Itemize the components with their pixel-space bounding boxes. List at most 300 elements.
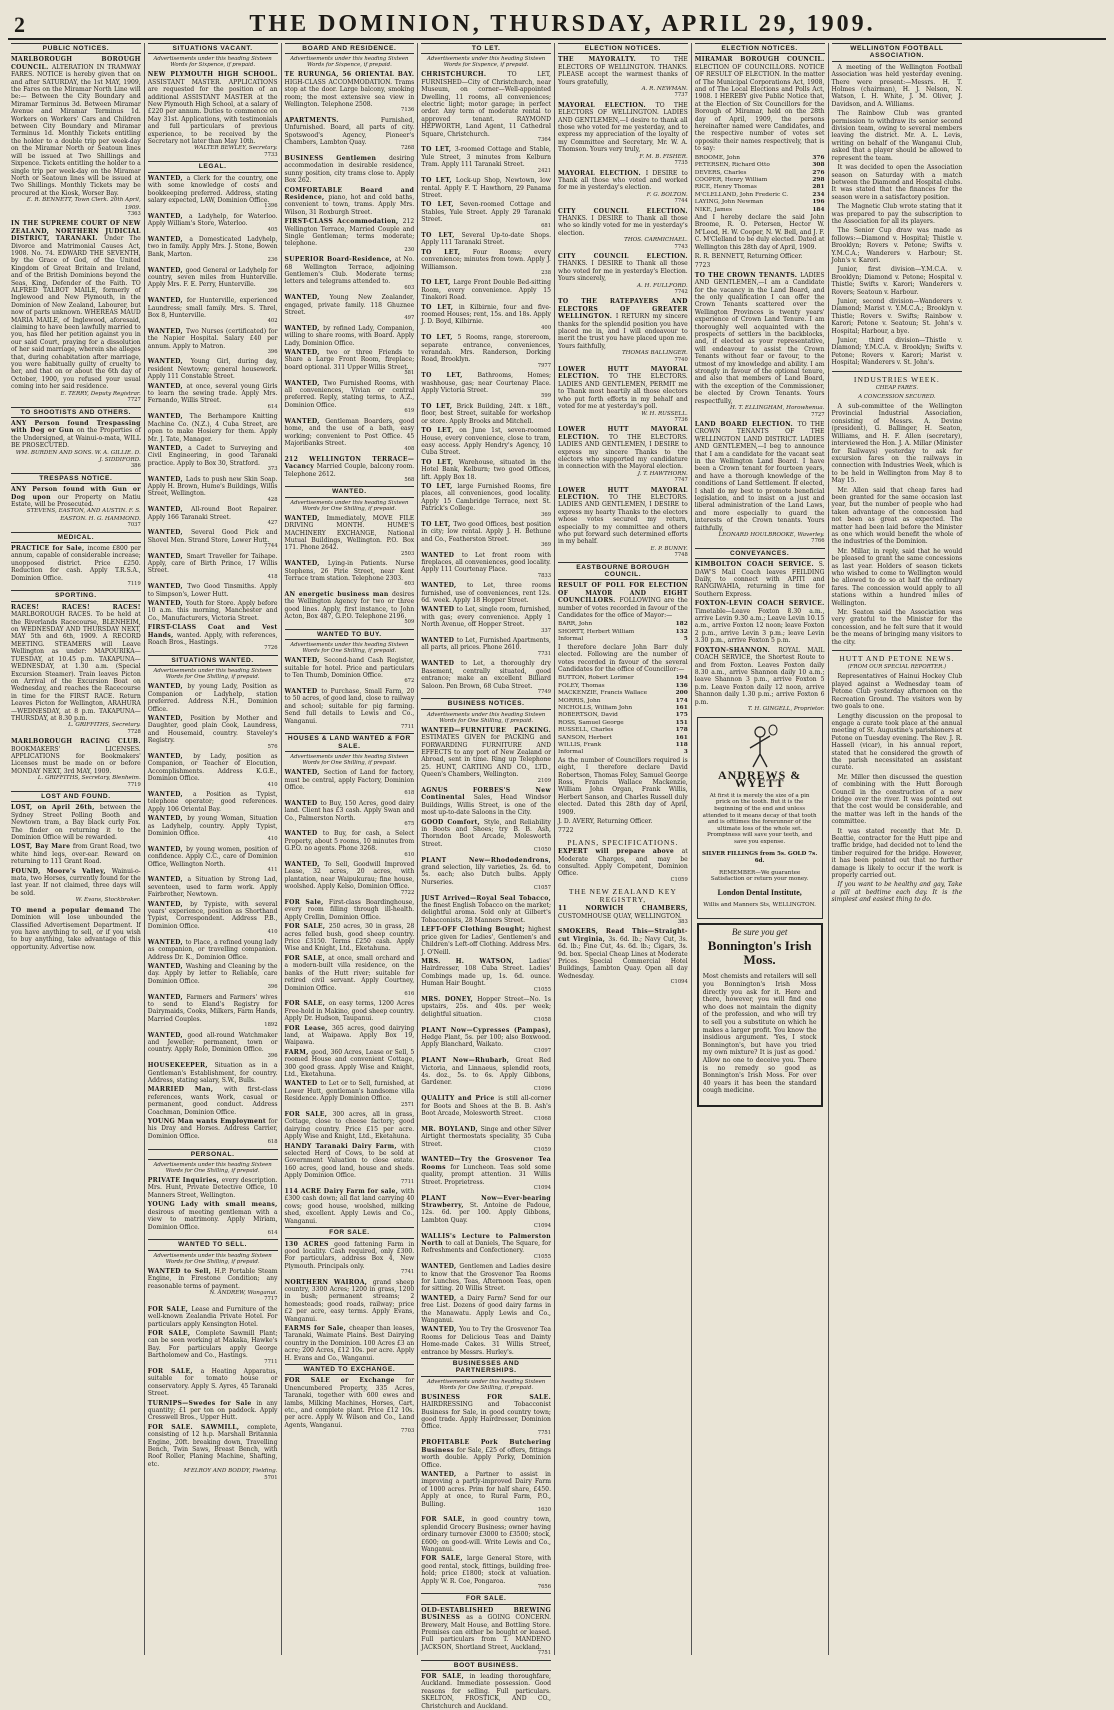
- ad-number: 7751: [537, 1429, 551, 1436]
- ad-text: [148, 815, 278, 837]
- ad-text: [421, 1673, 551, 1710]
- ad-lead: WANTED,: [284, 861, 325, 868]
- classified-ad: [558, 928, 688, 986]
- ad-text: [421, 582, 551, 604]
- ad-lead: PLANT Now—Cypresses (Pampas),: [421, 1026, 551, 1034]
- ad-number: 603: [404, 581, 415, 588]
- ad-body: large Furnished Rooms, fire places, all conveniences, good locality. Apply 15 Cambridge Terrace, next St. Patrick's College.: [421, 482, 551, 513]
- ad-lead: MR. BOYLAND,: [421, 1125, 481, 1133]
- classified-ad: [148, 553, 278, 582]
- ad-body: TO THE ELECTORS OF WELLINGTON. LADIES AND GENTLEMEN,—I desire to thank all those who voted for me yesterday, and to express my appreciation of the loyalty of my Committee and Secretary, Mr. W. A. Thomson. Yours very truly,: [558, 101, 688, 154]
- ad-text: [421, 895, 551, 925]
- vote-count: 184: [812, 206, 825, 213]
- classified-ad: [558, 56, 688, 99]
- ad-number: 396: [267, 287, 278, 294]
- ad-text: [421, 926, 551, 956]
- ad-body: our Property on Matiu Estate, will be Prosecuted.: [11, 493, 141, 508]
- poll-row: [558, 683, 688, 690]
- ad-text: [285, 591, 415, 621]
- ad-number: 7711: [401, 1178, 415, 1185]
- ad-body: a Situation by Strong Lad, seventeen, used to farm work. Apply Fairbrother, Newtown.: [147, 876, 278, 899]
- poll-row: [695, 207, 825, 214]
- ad-lead: FOR SALE,: [147, 1368, 201, 1375]
- ad-number: 7737: [674, 92, 688, 99]
- section-heading: TO SHOOTISTS AND OTHERS.: [11, 407, 141, 418]
- ad-number: 7748: [674, 552, 688, 559]
- ad-text: [148, 994, 278, 1024]
- ad-text: [285, 1000, 415, 1022]
- ad-text: [285, 657, 415, 679]
- vote-count: 182: [675, 621, 688, 628]
- ad-body: THANKS. I DESIRE to Thank all those who so kindly voted for me in yesterday's election.: [558, 214, 688, 237]
- candidate-name: Informal: [558, 636, 584, 643]
- ad-body: Ladies' Hairdresser, 108 Cuba Street. Ladies' Combings made up, 1s. 6d. ounce. Human Hair Bought.: [421, 957, 551, 988]
- ad-lead: LAND BOARD ELECTION.: [694, 420, 798, 428]
- classified-ad: [558, 848, 688, 884]
- ad-number: 1892: [264, 1022, 278, 1029]
- article-rule-2: [832, 650, 963, 651]
- ad-number: 619: [404, 408, 415, 415]
- ad-number: 5701: [264, 1474, 278, 1481]
- classified-ad: [285, 187, 415, 217]
- ad-signature: T. H. GINGELL, Proprietor.: [747, 705, 825, 712]
- ad-number: C1094: [533, 1185, 551, 1192]
- article-paragraph: Mr. Miller then discussed the question of combining with the Hutt Borough Council in the construction of a new bridge over the river. It was pointed out that the cost would be considerable, and the matter was left in the hands of the committee.: [831, 773, 963, 826]
- ad-number: 610: [404, 851, 415, 858]
- vote-count: 175: [675, 712, 688, 719]
- ad-lead: WANTED,: [147, 212, 189, 220]
- ad-text: [148, 413, 278, 443]
- ad-lead: TO THE CROWN TENANTS.: [694, 271, 801, 279]
- ad-signature: W. H. RUSSELL.: [641, 410, 688, 417]
- ad-number: 405: [267, 226, 278, 233]
- ad-body: 5 Rooms, range, storeroom, separate entrance, conveniences, verandah. Mrs. Randerson, Dorking Road, Brooklyn.: [421, 334, 551, 364]
- ad-text: [148, 383, 278, 405]
- classified-ad: [148, 175, 278, 211]
- ad-text: [11, 738, 141, 775]
- candidate-name: WILLIS, Frank: [558, 741, 602, 748]
- masthead: [8, 8, 1106, 40]
- ad-body: in good country town, splendid Grocery Business; owner having ordinary turnover £3000 to £3500; stock, £600; on good-will. Write Lewis and Co., Wanganui.: [421, 1516, 551, 1553]
- section-heading: TRESPASS NOTICE.: [11, 473, 141, 484]
- ad-lead: WANTED—FURNITURE PACKING.: [421, 726, 551, 734]
- ad-text: [285, 1188, 415, 1225]
- ad-text: [421, 483, 551, 513]
- ad-lead: WANTED,: [421, 1294, 461, 1302]
- ad-lead: WANTED,: [147, 266, 186, 274]
- ad-lead: GOOD Comfort,: [421, 818, 484, 826]
- ad-body: To Sell, Goodwill Improved Lease, 32 acres, 20 acres, with plantation, near Waipukurau; fine house, woolshed. Apply Kelso, Dominion Office.: [284, 861, 415, 891]
- vote-count: 151: [675, 719, 688, 726]
- ad-lead: PRIVATE Inquiries,: [147, 1177, 222, 1185]
- ad-text: [421, 232, 551, 247]
- classified-ad: [285, 1325, 415, 1362]
- section-heading: SPORTING.: [11, 590, 141, 601]
- ad-lead: KIMBOLTON COACH SERVICE.: [694, 561, 819, 569]
- ad-lead: TO LET,: [421, 372, 478, 380]
- ad-lead: WANTED,: [147, 552, 187, 560]
- ad-number: 2503: [401, 550, 415, 557]
- ad-lead: WANTED,: [421, 1326, 460, 1334]
- ad-signature: WM. BURDEN AND SONS. W. A. GILLIE. D. J. SIDDIFORD.: [15, 449, 141, 463]
- ad-lead: MIRAMAR BOROUGH COUNCIL.: [694, 56, 825, 64]
- ad-lead: HANDY Taranaki Dairy Farm,: [284, 1142, 401, 1150]
- classified-ad: [148, 1086, 278, 1116]
- ad-body: Youth for Store. Apply before 10 a.m. this morning, Manchester and Co., Manufacturers, Victoria Street.: [147, 600, 278, 622]
- ad-body: Two Good Tinsmiths. Apply to Simpson's, Lower Hutt.: [147, 583, 278, 598]
- classified-ad: [285, 294, 415, 323]
- ad-text: [285, 117, 415, 147]
- ad-signature: A. R. NEWMAN.: [641, 86, 688, 93]
- vote-count: 234: [812, 191, 825, 198]
- ad-text: [148, 1330, 278, 1360]
- ad-text: [285, 515, 415, 552]
- ad-lead: BUSINESS FOR SALE.: [421, 1393, 551, 1401]
- ad-lead: WANTED,: [421, 1470, 465, 1478]
- ad-text: [148, 1086, 278, 1116]
- ad-signature: E. R. BENNETT, Town Clerk. 20th April, 1909.: [26, 197, 141, 211]
- ad-text: [421, 1126, 551, 1148]
- ad-lead: MRS. DONEY,: [421, 995, 478, 1003]
- ad-lead: FOR SALE,: [421, 1555, 467, 1563]
- classified-ad: [285, 380, 415, 416]
- ad-text: [285, 769, 415, 791]
- ad-body: 3-roomed Cottage and Stable, Yule Street, 3 minutes from Kelburn Tram. Apply 111 Taranaki Street.: [421, 146, 551, 169]
- ad-body: I RETURN my sincere thanks for the splendid position you have placed me in, and I will endeavour to merit the trust you have placed upon me. Yours faithfully,: [558, 313, 688, 350]
- ad-lead: WANTED,: [147, 235, 190, 243]
- ad-signature: WALTER BEWLEY, Secretary.: [193, 145, 278, 152]
- ad-body: by young women, position of confidence. Apply C.C., care of Dominion Office, Wellington North.: [147, 845, 278, 868]
- ad-number: 576: [267, 743, 278, 750]
- classified-ad: [285, 688, 415, 731]
- ad-text: [148, 583, 278, 598]
- ad-body: ROYAL MAIL COACH SERVICE, the Shortest Route to and from Foxton. Leaves Foxton daily 8.30 a.m., arrive Shannon daily 10 a.m.; leave Shannon 3 p.m., arrive Foxton 5 p.m. Leave Foxton daily 12 noon, arrive Shannon daily 1.30 p.m.; arrive Foxton 6 p.m.: [694, 646, 825, 706]
- ad-body: HIGH-CLASS ACCOMMODATION. Trams stop at the door. Large balcony, smoking room; the most extensive sea view in Wellington. Telephone 2508.: [284, 78, 415, 109]
- candidate-name: NIKE, James: [694, 206, 733, 213]
- classified-ad: [285, 515, 415, 558]
- ad-body: grand selection, lily varieties, 2s. 6d. to 5s. each; also Dutch bulbs. Apply Nurseries.: [421, 864, 551, 886]
- ad-text: [285, 294, 415, 316]
- ad-text: [148, 213, 278, 228]
- ad-body: to Buy, 150 Acres, good dairy land. Client has £3 cash. Apply Swan and Co., Palmerston North.: [284, 799, 415, 822]
- article-paragraph: Representatives of Hainui Hockey Club played against a Wednesday team of Petone Club yesterday afternoon on the Recreation Ground. The visitors won by two goals to one.: [831, 673, 963, 711]
- classified-ad: [285, 1025, 415, 1047]
- ad-text: [558, 487, 688, 546]
- article-paragraph: Junior, second division—Wanderers v. Diamond; Marist v. Y.M.C.A.; Brooklyn v. Thistle; Rovers v. Swifts; Rainbow v. Karori; Petone v. Seatoun; St. John's v. Hospital; Harbour, a bye.: [831, 298, 963, 335]
- classified-ad: [558, 170, 688, 206]
- ad-lead: YOUNG Lady with small means,: [147, 1201, 278, 1209]
- ad-body: Young Girl, during day, resident Newtown; general housework. Apply 111 Constable Street.: [147, 358, 278, 381]
- section-heading: ELECTION NOTICES.: [695, 43, 825, 54]
- ad-text: [285, 688, 415, 725]
- ad-lead: 212 WELLINGTON TERRACE—Vacancy: [284, 455, 415, 471]
- ad-text: [11, 486, 141, 508]
- ad-lead: WANTED,: [147, 444, 189, 452]
- classified-ad: [11, 868, 141, 905]
- ad-body: Two Nurses (certificated) for the Napier Hospital. Salary £40 per annum. Apply to Matron.: [147, 327, 278, 350]
- ad-body: Married Couple, balcony room. Telephone 2612.: [284, 463, 415, 478]
- ad-lead: WANTED: [284, 1080, 321, 1088]
- ad-text: [285, 1279, 415, 1323]
- ad-text: [148, 1400, 278, 1422]
- ad-number: 230: [404, 246, 415, 253]
- ad-text: [421, 1326, 551, 1356]
- ad-lead: WANTED: [284, 687, 322, 695]
- ad-text: [11, 56, 141, 197]
- ad-lead: WANTED,: [147, 845, 187, 853]
- ad-lead: WANTED,: [284, 324, 324, 332]
- newspaper-title: THE DOMINION, THURSDAY, APRIL 29, 1909.: [249, 11, 876, 37]
- classified-ad: [148, 1400, 278, 1422]
- ad-number: C1068: [533, 1116, 551, 1123]
- ad-lead: WANTED,: [284, 560, 328, 568]
- section-heading: MEDICAL.: [11, 532, 141, 543]
- ad-number: 599: [541, 393, 551, 400]
- ad-body: Two good Offices, best position in city; low rental. Apply J. H. Bethune and Co., Featherston Street.: [421, 520, 551, 543]
- ad-text: [421, 304, 551, 326]
- ad-body: in leading thoroughfare, Auckland. Immediate possession. Good reasons for selling. Full particulars. SKELTON, FROSTICK, AND CO., Christchurch and Auckland.: [421, 1673, 551, 1710]
- classified-ad: [421, 146, 551, 175]
- ad-text: [148, 553, 278, 575]
- classified-ad: [148, 213, 278, 234]
- ad-number: 7747: [674, 477, 688, 484]
- ad-text: [421, 1439, 551, 1469]
- ad-body: Lying-in Patients. Nurse Stephens, 26 Pirie Street, near Kent Terrace tram station. Telephone 2303.: [284, 560, 415, 582]
- ad-lead: BUSINESS Gentlemen: [284, 154, 389, 162]
- ad-number: 618: [267, 1139, 278, 1146]
- vote-count: 196: [812, 199, 825, 206]
- classified-ad: [421, 71, 551, 144]
- ad-signature: LEONARD HOULBROOKE, Waverley.: [718, 532, 825, 538]
- poll-row: [695, 199, 825, 206]
- section-rate-note: Advertisements under this heading Sixteen Words for One Shilling, if prepaid.: [290, 754, 409, 767]
- vote-count: 5: [683, 636, 688, 643]
- poll-row: [558, 749, 688, 756]
- ad-lead: WANTED,: [147, 174, 187, 182]
- section-rate-note: Advertisements under this heading Sixteen Words for One Shilling, if prepaid.: [153, 1252, 272, 1265]
- ad-text: [148, 71, 278, 145]
- ad-text: [285, 418, 415, 448]
- classified-ad: [421, 926, 551, 956]
- eastbourne-mayor-poll: [558, 621, 688, 643]
- industries-heading: INDUSTRIES WEEK.: [853, 374, 940, 384]
- ad-text: [558, 253, 688, 283]
- ad-number: 7733: [264, 151, 278, 158]
- classified-ad: [11, 804, 141, 841]
- ad-text: [421, 1295, 551, 1325]
- ad-body: Lads to push new Skin Soap. Apply H. Brown, Hume's Buildings, Willis Street, Wellington.: [147, 475, 278, 498]
- ad-text: [285, 923, 415, 953]
- ad-number: 7656: [537, 1584, 551, 1590]
- classified-ad: [148, 583, 278, 598]
- classified-ad: [11, 843, 141, 865]
- ad-body: at once, several young Girls to learn the sewing trade. Apply Mrs. Fernando, Willis Street.: [147, 382, 278, 405]
- classified-ad: [148, 1201, 278, 1237]
- poll-row: [558, 698, 688, 705]
- ad-body: piano, hot and cold baths, convenient to town, trams. Apply Mrs. Wilson, 31 Roxburgh Street.: [284, 193, 415, 216]
- classified-ad: [285, 218, 415, 254]
- miramar-poll: [695, 155, 825, 214]
- ad-text: [148, 236, 278, 258]
- ad-text: [148, 846, 278, 868]
- ad-body: by young Woman, Situation as Ladyhelp, country. Apply Typist, Dominion Office.: [147, 815, 278, 837]
- ad-lead: FOR SALE,: [147, 1329, 196, 1337]
- section-rate-note: Advertisements under this heading Sixteen Words for One Shilling, if prepaid.: [290, 642, 409, 655]
- ad-body: highest price given for Ladies', Gentlemen's and Children's Left-off Clothing. Address Mrs. J. O'Neill.: [421, 926, 551, 956]
- classified-ad: [421, 787, 551, 817]
- ad-number: 7717: [264, 1296, 278, 1303]
- ad-number: 428: [267, 496, 278, 503]
- ad-number: 238: [541, 269, 551, 276]
- ad-number: 236: [267, 257, 278, 264]
- ad-body: TO THE CROWN TENANTS OF THE WELLINGTON LAND DISTRICT. LADIES AND GENTLEMEN,—I beg to announce that I am a candidate for the vacant seat in the Wellington Land Board. I have been a Crown tenant for fourteen years, and have a thorough knowledge of the conditions of Land Settlement. If elected, I shall do my best to promote beneficial legislation, and to insist on a just and liberal administration of the Land Laws, and more especially to guard the interests of the Crown tenants. Yours faithfully,: [694, 420, 825, 532]
- classified-ad: [285, 1111, 415, 1141]
- ad-body: to Let, a thoroughly dry Basement, centrally situated, good entrance; make an excellent Billiard Saloon. Pen Brown, 68 Cuba Street.: [421, 660, 552, 690]
- ad-body: cheaper than leases, Taranaki, Waimate Plains. Best Dairying country in the Dominion. 100 Acres £3 an acre; 200 Acres, £12 10s. per acre. Apply H. Evans and Co., Wanganui.: [284, 1324, 415, 1362]
- ad-body: wanted. Apply, with references, Roach Bros., Hastings.: [147, 631, 278, 647]
- ad-text: [148, 267, 278, 289]
- ad-body: Wainui-o-mata, two Horses, currently found for the last year. If not claimed, three days will be sold.: [11, 867, 141, 897]
- poll-row: [695, 177, 825, 184]
- ad-lead: WANTED: [421, 660, 461, 668]
- ad-body: as a GOING CONCERN. Brewery, Malt House, and Bottling Store. Premises can either be bought or leased. Full particulars from T. MANDENO JACKSON, Shortland Street, Auckland.: [421, 1614, 552, 1651]
- miramar-note: And I hereby declare the said John Broome, R. O. Petersen, Hector W. M'Leod, H. W. Cooper, N. W. Bell, and J. F. C. M'Clelland to be duly elected. Dated at Wellington this 28th day of April, 1909.: [694, 213, 825, 251]
- ad-text: [421, 521, 551, 543]
- classified-ad: [695, 56, 825, 152]
- ad-number: 618: [404, 790, 415, 797]
- ad-text: [285, 1080, 415, 1102]
- ad-number: 497: [404, 315, 415, 322]
- ad-text: [695, 56, 825, 152]
- ad-body: BOOKMAKERS' LICENSES. APPLICATIONS for Bookmakers' Licenses must be made on or before MONDAY NEXT, 3rd MAY, 1909.: [11, 745, 141, 775]
- andrews-wyett-address: Willis and Manners Sts, WELLINGTON.: [703, 901, 816, 908]
- ad-lead: TO LET,: [421, 482, 458, 490]
- ad-lead: COMFORTABLE Board and Residence,: [284, 186, 415, 201]
- ad-body: desires the Wellington Agency for two or three good lines. Apply, first instance, to John Acton, Box 487, G.P.O. Telephone 2196.: [284, 590, 415, 621]
- classified-ad: [11, 56, 141, 218]
- ad-body: Bathrooms, Homes; washhouse, gas; near Courtenay Place. Apply Victoria Street.: [421, 372, 552, 395]
- poll-row: [558, 629, 688, 636]
- ad-lead: FOR SALE. SAWMILL,: [147, 1423, 248, 1431]
- bonningtons-top: Be sure you get: [731, 926, 788, 937]
- ad-body: Under The Divorce and Matrimonial Causes Act, 1908. No. 74. EDWARD THE SEVENTH, by the Grace of God, of the United Kingdom of Great Britain and Ireland, and of the British Dominions beyond the Seas, King, Defender of the Faith. TO ALFRED TALBOT MAILE, formerly of Inglewood and New Plymouth, in the Dominion of New Zealand, Labourer, but now of parts unknown. WHEREAS MAUD MARIA MAILE, of Inglewood, aforesaid, claiming to have been lawfully married to you, has filed her petition against you in our said Court, praying for a dissolution of her said marriage, wherein she alleges that, during cohabitation after marriage, you were habitually guilty of cruelty to her, and that on or about the 6th day of October, 1900, you refused your usual coming into her said residence.: [11, 235, 141, 391]
- poll-row: [695, 155, 825, 162]
- ad-body: Position by Mother and Daughter, good plain Cook, Laundress, and Housemaid, country. Staveley's Registry.: [147, 714, 278, 745]
- classified-ad: [148, 236, 278, 265]
- ad-number: 396: [267, 984, 278, 991]
- ad-text: [421, 606, 551, 628]
- ad-body: The Dominion will lose unbounded the Classified Advertisement Department. If you have anything to sell, or if you wish to buy anything, take advantage of this opportunity. Advertise now.: [11, 906, 141, 951]
- candidate-name: ROBERTSON, David: [558, 712, 618, 719]
- ad-text: [148, 1306, 278, 1328]
- ad-number: 2421: [537, 167, 551, 174]
- council-note: As the number of Councillors required is eight, I therefore declare David Robertson, Thomas Foley, Samuel George Ross, Francis Wallace Mackenzie, William John Organ, Frank Willis, Herbert Sanson, and Charles Russell duly elected. Dated this 28th day of April, 1909.: [558, 756, 688, 816]
- section-heading: WANTED TO BUY.: [285, 629, 415, 640]
- poll-row: [558, 735, 688, 742]
- ad-lead: 114 ACRE Dairy Farm for sale,: [284, 1188, 401, 1196]
- ad-number: 672: [404, 678, 415, 685]
- bonningtons-body: Most chemists and retailers will sell you Bonnington's Irish Moss directly you ask for it. Here and there, however, you will find one who does not maintain the dignity of the profession, and who will try to sell you a substitute on which he makes a larger profit. You know the insidious argument. 'Yes, I stock Bonnington's, but have you tried my own mixture? It is just as good.' Allow no one to deceive you. There is no remedy so good as Bonnington's Irish Moss. For over 40 years it has been the standard cough medicine.: [702, 973, 817, 1095]
- ad-lead: WANTED—Try the Grosvenor Tea Rooms: [421, 1156, 551, 1171]
- ad-text: [148, 939, 278, 961]
- section-heading: PERSONAL.: [148, 1149, 278, 1160]
- ad-signature: THOMAS BALLINGER.: [621, 350, 688, 357]
- ad-text: [421, 552, 551, 574]
- classified-ad: [421, 660, 551, 696]
- poll-row: [558, 705, 688, 712]
- ad-lead: MAYORAL ELECTION.: [558, 101, 656, 109]
- industries-article: [832, 403, 963, 646]
- ad-text: [11, 868, 141, 898]
- ad-body: ASSISTANT MASTER. APPLICATIONS are requested for the position of an additional ASSISTANT MASTER at the New Plymouth High School, at a salary of £220 per annum. Duties to commence on May 31st. Applications, with testimonials and full particulars of previous experience, to be received by the Secretary not later than May 10th.: [147, 78, 278, 146]
- ad-number: 614: [267, 403, 278, 410]
- classified-ad: [421, 1516, 551, 1553]
- classified-ad: [421, 177, 551, 199]
- ad-text: [11, 604, 141, 723]
- classified-ad: [558, 426, 688, 484]
- ad-body: FOLLOWING are the number of votes recorded in favour of the Candidates for the office of Mayor:—: [558, 597, 688, 620]
- vote-count: 161: [675, 704, 688, 711]
- ad-body: Great Red Victoria, and Linnaeus, splendid roots, 4s. doz., 5s. to 6s. Apply Gibbons, Gardener.: [421, 1057, 551, 1087]
- ad-text: [148, 506, 278, 521]
- ad-text: [148, 715, 278, 745]
- classified-ad: [285, 830, 415, 859]
- candidate-name: NICHOLLS, William John: [558, 704, 633, 711]
- ad-body: good General or Ladyhelp for country, seven miles from Hunterville. Apply Mrs. F. E. Perry, Hunterville.: [147, 266, 278, 289]
- ad-text: [285, 1049, 415, 1079]
- classified-ad: [11, 604, 141, 736]
- section-rate-note: Advertisements under this heading Sixteen Words for One Shilling, if prepaid.: [426, 1378, 546, 1391]
- classified-ad: [148, 846, 278, 875]
- classified-ad: [421, 996, 551, 1025]
- ad-lead: TO LET,: [421, 177, 456, 185]
- ad-lead: WANTED to Sell,: [147, 1267, 215, 1275]
- ad-number: 410: [267, 781, 278, 788]
- ad-lead: WANTED,: [147, 529, 191, 537]
- ad-text: [285, 560, 415, 582]
- section-heading: BOOT BUSINESS.: [421, 1660, 551, 1671]
- ad-lead: WANTED,: [284, 349, 327, 357]
- ad-signature: J. T. HAWTHORN.: [637, 470, 688, 477]
- ad-body: MARLBOROUGH RACES. To be held at the Riverlands Racecourse, BLENHEIM, on WEDNESDAY AND THURSDAY NEXT, MAY 5th and 6th, 1909. A RECORD MEETING. STEAMERS will Leave Wellington as under: MAPOURIKA—TUESDAY, at 10.45 p.m. TAKAPUNA—WEDNESDAY, at 1.30 a.m. (Special Excursion Steamer). Train leaves Picton on Arrival of the Excursion Boat on Wednesday, and reaches the Racecourse in time for the FIRST RACE. Return Leaves Picton for Wellington, ARAHURA—WEDNESDAY, at 8 p.m. TAKAPUNA—THURSDAY, at 8.30 p.m.: [11, 611, 141, 722]
- column-2: [145, 43, 282, 1655]
- ad-text: [11, 420, 141, 450]
- ad-text: [148, 1177, 278, 1199]
- classified-ad: [285, 155, 415, 185]
- ad-body: good all-round Watchmaker and Jeweller; permanent, town or country. Apply Rolo, Dominion Office.: [147, 1031, 278, 1054]
- classified-ad: [285, 1377, 415, 1435]
- ad-number: 7743: [674, 243, 688, 250]
- ad-signature: W. Evans, Stockbroker.: [75, 897, 141, 904]
- classified-ad: [285, 117, 415, 153]
- ad-body: Gentlemen and Ladies desire to know that the Grosvenor Tea Rooms for Lunches, Teas, Afternoon Teas, open for sitting. 20 Willis Street.: [421, 1263, 551, 1293]
- ad-lead: NORTHERN WAIROA,: [284, 1278, 373, 1286]
- ad-body: a Partner to assist in improving a partly-improved Dairy Farm of 1000 acres. Prim for half share, £450. Apply at once, to Rural Farm, P.O., Bulling.: [421, 1470, 551, 1508]
- ad-body: Brick Building, 24ft. x 18ft., floor, best Street, suitable for workshop or store. Apply Brooks and Mitchell.: [421, 402, 551, 425]
- ad-text: [421, 1555, 551, 1585]
- ad-body: good, 360 Acres, Lease or Sell, 5 roomed House and convenient Cottage, 300 good grass. Apply Wise and Knight, Ltd., Eketahuna.: [284, 1048, 415, 1078]
- section-heading: BUSINESS NOTICES.: [421, 698, 551, 709]
- london-dental-institute: London Dental Institute,: [717, 887, 802, 897]
- candidate-name: RUSSELL, Charles: [558, 727, 614, 734]
- ad-body: a Clerk for the country, one with some knowledge of costs and bookkeeping preferred. Address, stating salary expected, LAW, Dominion Office.: [147, 174, 278, 204]
- classified-ad: [421, 582, 551, 604]
- ad-lead: LEFT-OFF Clothing Bought;: [421, 926, 529, 934]
- ad-body: with £300 cash down; all flat land carrying 40 cows; good house, woolshed, milking shed, excellent. Apply Lewis and Co., Wanganui.: [284, 1188, 415, 1225]
- ad-lead: PLANT Now—Rhubarb,: [421, 1057, 516, 1065]
- classified-ad: [148, 1368, 278, 1398]
- article-paragraph: A sub-committee of the Wellington Provincial Industrial Association, consisting of Messrs. A. Devine (president), G. Ballinger, H. Seaton, Williams, and H. F. Allen (secretary), interviewed the Hon. J. A. Millar (Minister for Railways) yesterday to ask for excursion fares on the railways in connection with Industries Week, which is to be held in Wellington from May 8 to May 15.: [831, 403, 963, 485]
